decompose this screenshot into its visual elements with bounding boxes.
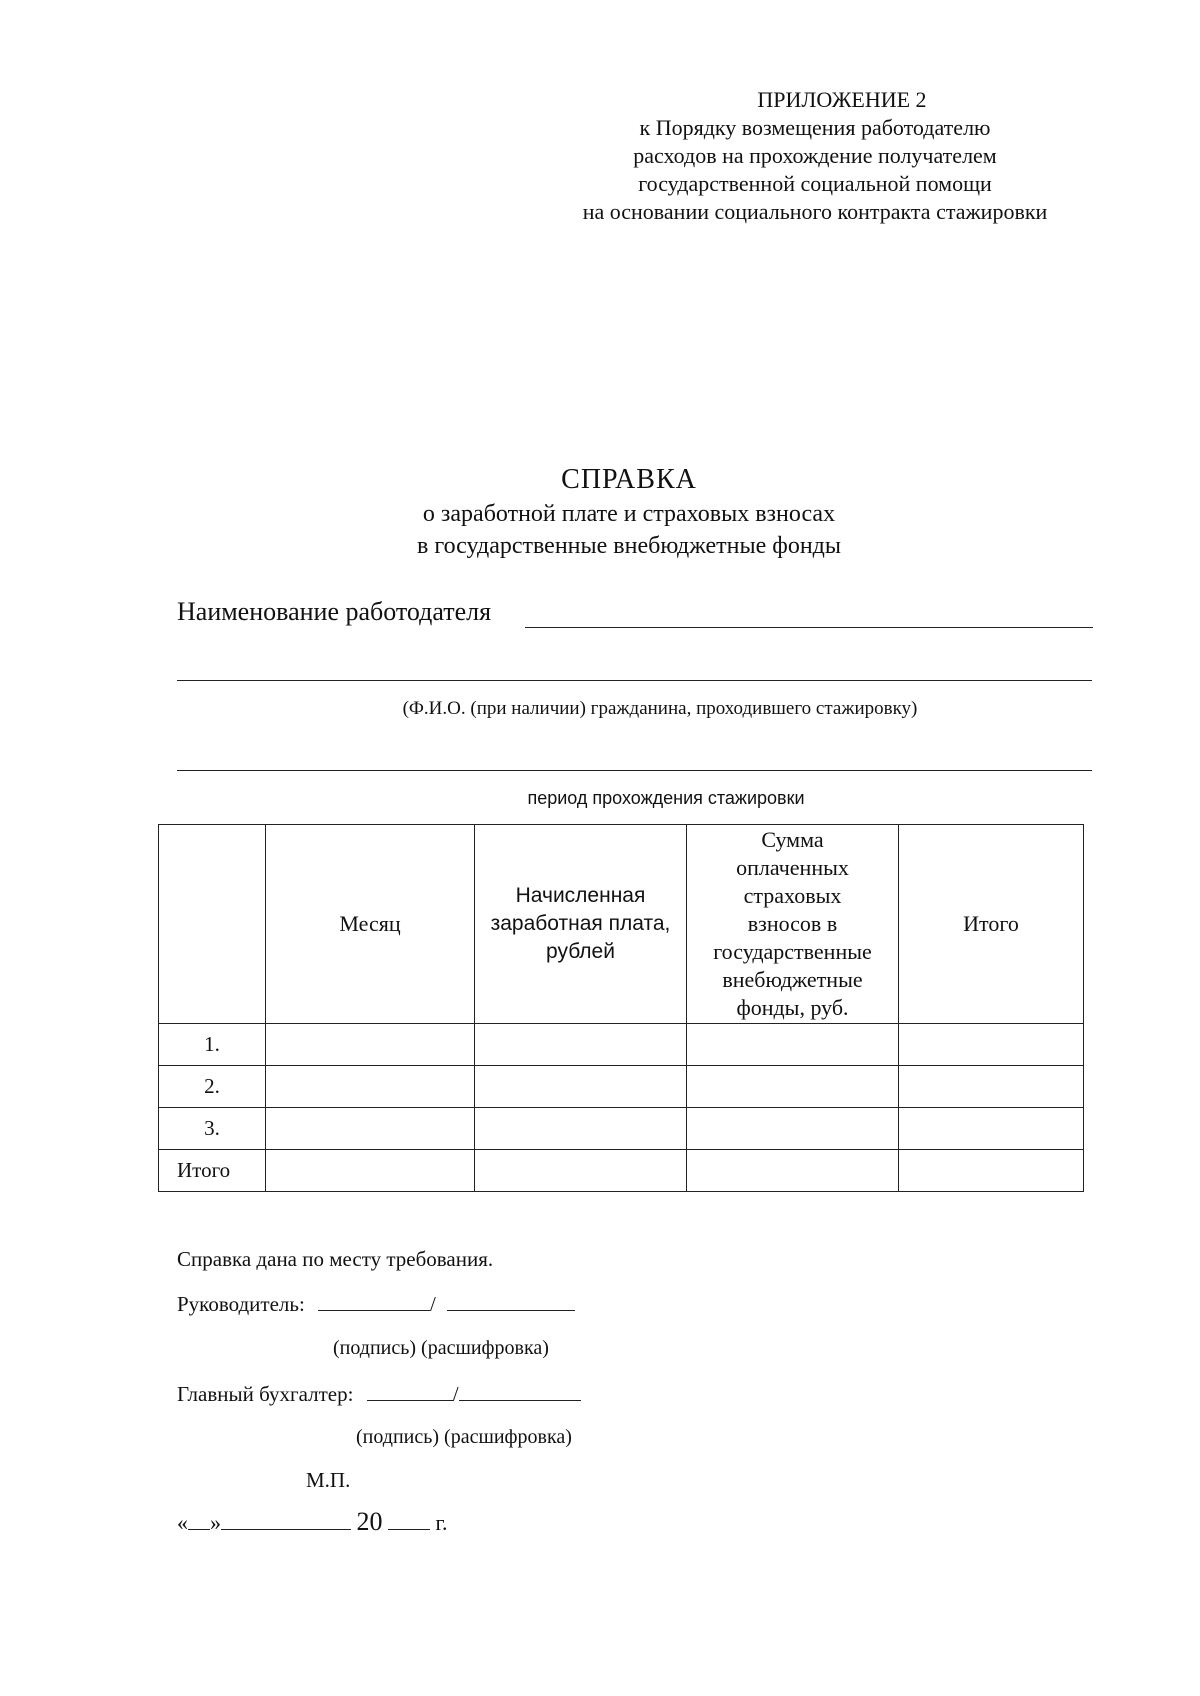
slash-separator: / xyxy=(452,1382,459,1406)
date-month-field[interactable] xyxy=(221,1509,351,1530)
appendix-line: на основании социального контракта стажировки xyxy=(582,199,1048,224)
statement-text: Справка дана по месту требования. xyxy=(177,1247,494,1271)
period-field[interactable] xyxy=(177,770,1092,771)
employer-name-field[interactable] xyxy=(525,627,1093,628)
row-number: 1. xyxy=(159,1024,266,1066)
table-row xyxy=(159,1108,1084,1150)
table-cell[interactable] xyxy=(687,1066,899,1108)
head-label: Руководитель: xyxy=(177,1292,305,1316)
appendix-line: расходов на прохождение получателем xyxy=(633,143,997,168)
appendix-line: государственной социальной помощи xyxy=(638,171,992,196)
date-year-field[interactable] xyxy=(388,1509,430,1530)
appendix-header xyxy=(555,86,1075,226)
table-cell[interactable] xyxy=(475,1024,687,1066)
date-day-field[interactable] xyxy=(188,1509,210,1530)
table-cell[interactable] xyxy=(475,1150,687,1192)
table-cell[interactable] xyxy=(266,1150,475,1192)
head-signature-caption: (подпись) (расшифровка) xyxy=(333,1337,549,1359)
date-row xyxy=(177,1508,448,1537)
appendix-number: ПРИЛОЖЕНИЕ 2 xyxy=(757,87,927,112)
head-signature-field[interactable] xyxy=(318,1290,430,1311)
table-cell[interactable] xyxy=(687,1150,899,1192)
table-row xyxy=(159,1024,1084,1066)
table-cell[interactable] xyxy=(899,1150,1084,1192)
table-cell[interactable] xyxy=(899,1024,1084,1066)
title-subtitle: в государственные внебюджетные фонды xyxy=(416,533,842,559)
table-header-cell: Начисленная заработная плата, рублей xyxy=(475,825,687,1024)
table-header-cell: Месяц xyxy=(266,825,475,1024)
table-row xyxy=(159,1150,1084,1192)
table-cell[interactable] xyxy=(266,1066,475,1108)
date-quote-open: « xyxy=(177,1510,188,1535)
head-signature-row xyxy=(177,1290,575,1318)
employer-label: Наименование работодателя xyxy=(177,597,492,626)
table-cell[interactable] xyxy=(266,1024,475,1066)
accountant-label: Главный бухгалтер: xyxy=(177,1382,354,1406)
table-header-cell: Сумма оплаченных страховых взносов в государственные внебюджетные фонды, руб. xyxy=(687,825,899,1024)
accountant-signature-row xyxy=(177,1380,581,1408)
table-cell[interactable] xyxy=(687,1108,899,1150)
table-cell[interactable] xyxy=(475,1108,687,1150)
table-cell[interactable] xyxy=(475,1066,687,1108)
date-year-prefix: 20 xyxy=(356,1507,383,1536)
fio-caption: (Ф.И.О. (при наличии) гражданина, проходившего стажировку) xyxy=(402,698,918,719)
head-name-field[interactable] xyxy=(447,1290,575,1311)
row-number: 2. xyxy=(159,1066,266,1108)
date-quote-close: » xyxy=(210,1510,221,1535)
table-header-cell xyxy=(159,825,266,1024)
table-row xyxy=(159,1066,1084,1108)
salary-table xyxy=(158,824,1084,1192)
table-cell[interactable] xyxy=(266,1108,475,1150)
accountant-signature-caption: (подпись) (расшифровка) xyxy=(356,1426,572,1448)
table-cell[interactable] xyxy=(899,1066,1084,1108)
table-header-row xyxy=(159,825,1084,1024)
period-caption: период прохождения стажировки xyxy=(527,788,805,808)
accountant-name-field[interactable] xyxy=(459,1380,581,1401)
table-cell[interactable] xyxy=(899,1108,1084,1150)
date-suffix: г. xyxy=(435,1510,448,1535)
row-total-label: Итого xyxy=(159,1150,266,1192)
appendix-line: к Порядку возмещения работодателю xyxy=(639,115,991,140)
document-title xyxy=(300,462,958,562)
fio-field[interactable] xyxy=(177,680,1092,681)
accountant-signature-field[interactable] xyxy=(367,1380,453,1401)
title-subtitle: о заработной плате и страховых взносах xyxy=(422,501,836,527)
seal-label: М.П. xyxy=(306,1468,351,1492)
title-main: СПРАВКА xyxy=(561,464,697,495)
table-header-cell: Итого xyxy=(899,825,1084,1024)
table-cell[interactable] xyxy=(687,1024,899,1066)
slash-separator: / xyxy=(430,1292,436,1316)
row-number: 3. xyxy=(159,1108,266,1150)
